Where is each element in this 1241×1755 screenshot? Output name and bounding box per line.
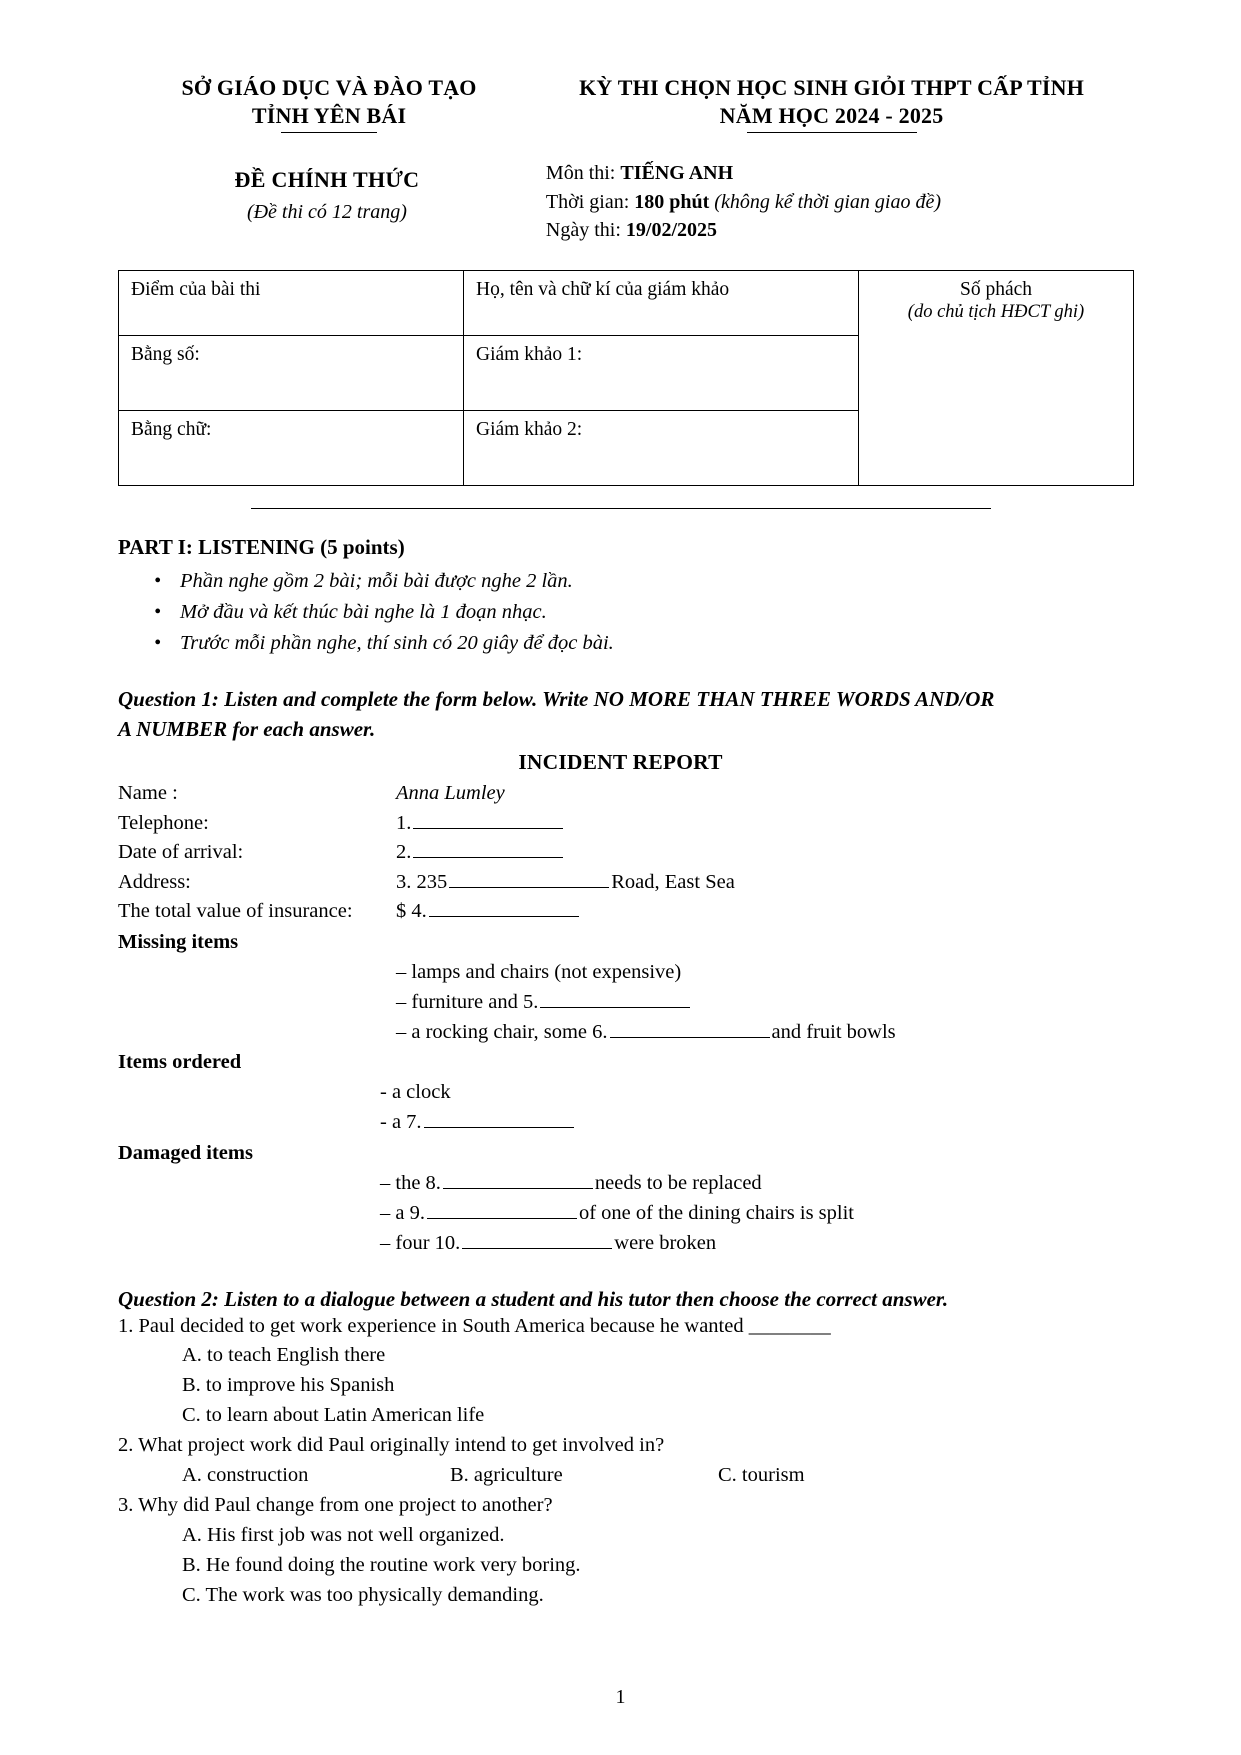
sophach-subtitle: (do chủ tịch HĐCT ghi) — [907, 302, 1085, 323]
document-header — [118, 72, 1123, 133]
mcq-stem: 3. Why did Paul change from one project to another? — [118, 1494, 553, 1517]
answer-blank-4[interactable] — [429, 916, 579, 917]
exam-meta-block — [536, 159, 1123, 244]
header-left-block — [118, 72, 540, 133]
address-suffix: Road, East Sea — [611, 870, 735, 893]
mcq-option-a[interactable]: A. construction — [182, 1464, 309, 1487]
exam-name: KỲ THI CHỌN HỌC SINH GIỎI THPT CẤP TỈNH — [579, 75, 1085, 100]
form-row-insurance — [118, 897, 1123, 927]
list-item: • Mở đầu và kết thúc bài nghe là 1 đoạn nhạc. — [180, 597, 1123, 628]
missing-items-label: Missing items — [118, 930, 239, 953]
question-2-item-2 — [118, 1431, 1123, 1491]
mcq-option-c[interactable]: C. to learn about Latin American life — [182, 1404, 485, 1427]
mcq-option-c[interactable]: C. tourism — [718, 1464, 805, 1487]
form-value-telephone — [396, 809, 1123, 839]
answer-number-6: – a rocking chair, some 6. — [396, 1020, 608, 1043]
grading-table — [118, 270, 1134, 486]
damaged-items-label: Damaged items — [118, 1142, 253, 1165]
part-1-title: PART I: LISTENING (5 points) — [118, 535, 405, 560]
form-label-address: Address: — [118, 870, 191, 893]
list-item — [380, 1229, 1123, 1259]
answer-blank-3[interactable] — [449, 887, 609, 888]
subject-value: TIẾNG ANH — [620, 162, 734, 185]
question-1-heading-line1: Question 1: Listen and complete the form below. Write NO MORE THAN THREE WORDS AND/OR — [118, 686, 995, 711]
time-value: 180 phút — [634, 190, 710, 213]
list-item — [396, 1018, 1123, 1048]
mcq-option-a[interactable]: A. His first job was not well organized. — [182, 1524, 505, 1547]
official-label: ĐỀ CHÍNH THỨC — [234, 167, 420, 193]
question-1-heading — [118, 685, 1123, 745]
subject-label: Môn thi: — [545, 162, 621, 185]
question-2-item-1 — [118, 1312, 1123, 1432]
header-left-rule — [281, 132, 377, 133]
document-subheader — [118, 159, 1123, 244]
sophach-title: Số phách — [959, 279, 1033, 301]
incident-report-form — [118, 779, 1123, 1258]
form-value-name: Anna Lumley — [396, 782, 505, 805]
missing-items-list — [118, 958, 1123, 1048]
mcq-option-a[interactable]: A. to teach English there — [182, 1344, 386, 1367]
cell-score-number: Bằng số: — [119, 336, 464, 411]
list-item — [396, 988, 1123, 1018]
form-value-arrival — [396, 838, 1123, 868]
header-right-rule — [747, 132, 917, 133]
form-row-name — [118, 779, 1123, 809]
answer-number-2: 2. — [396, 841, 412, 864]
time-line — [546, 188, 1123, 216]
question-1-heading-line2: A NUMBER for each answer. — [118, 716, 376, 741]
damaged-items-list — [118, 1169, 1123, 1259]
answer-blank-9[interactable] — [427, 1218, 577, 1219]
question-2-item-3 — [118, 1491, 1123, 1611]
form-value-address — [396, 868, 1123, 898]
form-label-name: Name : — [118, 782, 178, 805]
list-item — [380, 1199, 1123, 1229]
form-label-telephone: Telephone: — [118, 811, 209, 834]
answer-number-7: - a 7. — [380, 1111, 422, 1134]
part-1-notes — [118, 566, 1123, 658]
answer-blank-5[interactable] — [540, 1007, 690, 1008]
answer-blank-8[interactable] — [443, 1188, 593, 1189]
form-label-insurance: The total value of insurance: — [118, 900, 353, 923]
list-item: • Trước mỗi phần nghe, thí sinh có 20 giây để đọc bài. — [180, 628, 1123, 659]
mcq-stem: 1. Paul decided to get work experience in South America because he wanted ________ — [118, 1314, 831, 1337]
answer-number-3: 3. 235 — [396, 870, 448, 893]
subject-line — [546, 159, 1123, 187]
answer-blank-2[interactable] — [413, 857, 563, 858]
cell-examiner-1: Giám khảo 1: — [464, 336, 859, 411]
cell-examiner-2: Giám khảo 2: — [464, 411, 859, 486]
province-name: TỈNH YÊN BÁI — [251, 103, 407, 129]
answer-number-5: – furniture and 5. — [396, 990, 539, 1013]
answer-blank-10[interactable] — [462, 1248, 612, 1249]
damaged-item-suffix-8: needs to be replaced — [594, 1171, 762, 1194]
cell-sophach — [859, 271, 1134, 486]
incident-report-title: INCIDENT REPORT — [518, 750, 723, 775]
mcq-option-b[interactable]: B. agriculture — [450, 1464, 563, 1487]
department-name: SỞ GIÁO DỤC VÀ ĐÀO TẠO — [181, 75, 477, 100]
section-divider — [251, 508, 991, 509]
damaged-item-suffix-10: were broken — [614, 1231, 717, 1254]
form-row-arrival — [118, 838, 1123, 868]
answer-number-10: – four 10. — [380, 1231, 461, 1254]
mcq-option-c[interactable]: C. The work was too physically demanding. — [182, 1583, 544, 1606]
header-right-block — [540, 72, 1123, 133]
list-item — [380, 1108, 1123, 1138]
date-line — [546, 216, 1123, 244]
list-item: – lamps and chairs (not expensive) — [396, 960, 682, 983]
page-number: 1 — [615, 1686, 626, 1708]
damaged-item-suffix-9: of one of the dining chairs is split — [578, 1201, 854, 1224]
cell-score-words: Bằng chữ: — [119, 411, 464, 486]
table-row — [119, 271, 1134, 336]
official-paper-block — [118, 159, 536, 244]
mcq-option-b[interactable]: B. He found doing the routine work very boring. — [182, 1553, 581, 1576]
list-item: • Phần nghe gồm 2 bài; mỗi bài được nghe 2 lần. — [180, 566, 1123, 597]
answer-number-8: – the 8. — [380, 1171, 441, 1194]
cell-examiner-header: Họ, tên và chữ kí của giám khảo — [464, 271, 859, 336]
question-2-heading: Question 2: Listen to a dialogue between a student and his tutor then choose the correct answer. — [118, 1286, 949, 1311]
answer-number-9: – a 9. — [380, 1201, 425, 1224]
form-row-telephone — [118, 809, 1123, 839]
answer-number-4: $ 4. — [396, 900, 427, 923]
school-year: NĂM HỌC 2024 - 2025 — [719, 103, 944, 129]
answer-number-1: 1. — [396, 811, 412, 834]
form-value-insurance — [396, 897, 1123, 927]
form-row-address — [118, 868, 1123, 898]
date-value: 19/02/2025 — [625, 219, 718, 242]
items-ordered-label: Items ordered — [118, 1051, 242, 1074]
answer-blank-1[interactable] — [413, 828, 563, 829]
date-label: Ngày thi: — [545, 219, 626, 242]
items-ordered-list — [118, 1078, 1123, 1138]
cell-score-header: Điểm của bài thi — [119, 271, 464, 336]
list-item: - a clock — [380, 1081, 451, 1104]
list-item — [380, 1169, 1123, 1199]
mcq-stem: 2. What project work did Paul originally intend to get involved in? — [118, 1434, 665, 1457]
mcq-option-b[interactable]: B. to improve his Spanish — [182, 1374, 395, 1397]
mcq-options-inline — [118, 1461, 1123, 1491]
form-label-arrival: Date of arrival: — [118, 841, 244, 864]
answer-blank-7[interactable] — [424, 1127, 574, 1128]
pages-note: (Đề thi có 12 trang) — [246, 201, 407, 224]
answer-blank-6[interactable] — [610, 1037, 770, 1038]
time-note: (không kể thời gian giao đề) — [714, 190, 942, 213]
missing-item-suffix: and fruit bowls — [771, 1020, 896, 1043]
time-label: Thời gian: — [545, 190, 635, 213]
